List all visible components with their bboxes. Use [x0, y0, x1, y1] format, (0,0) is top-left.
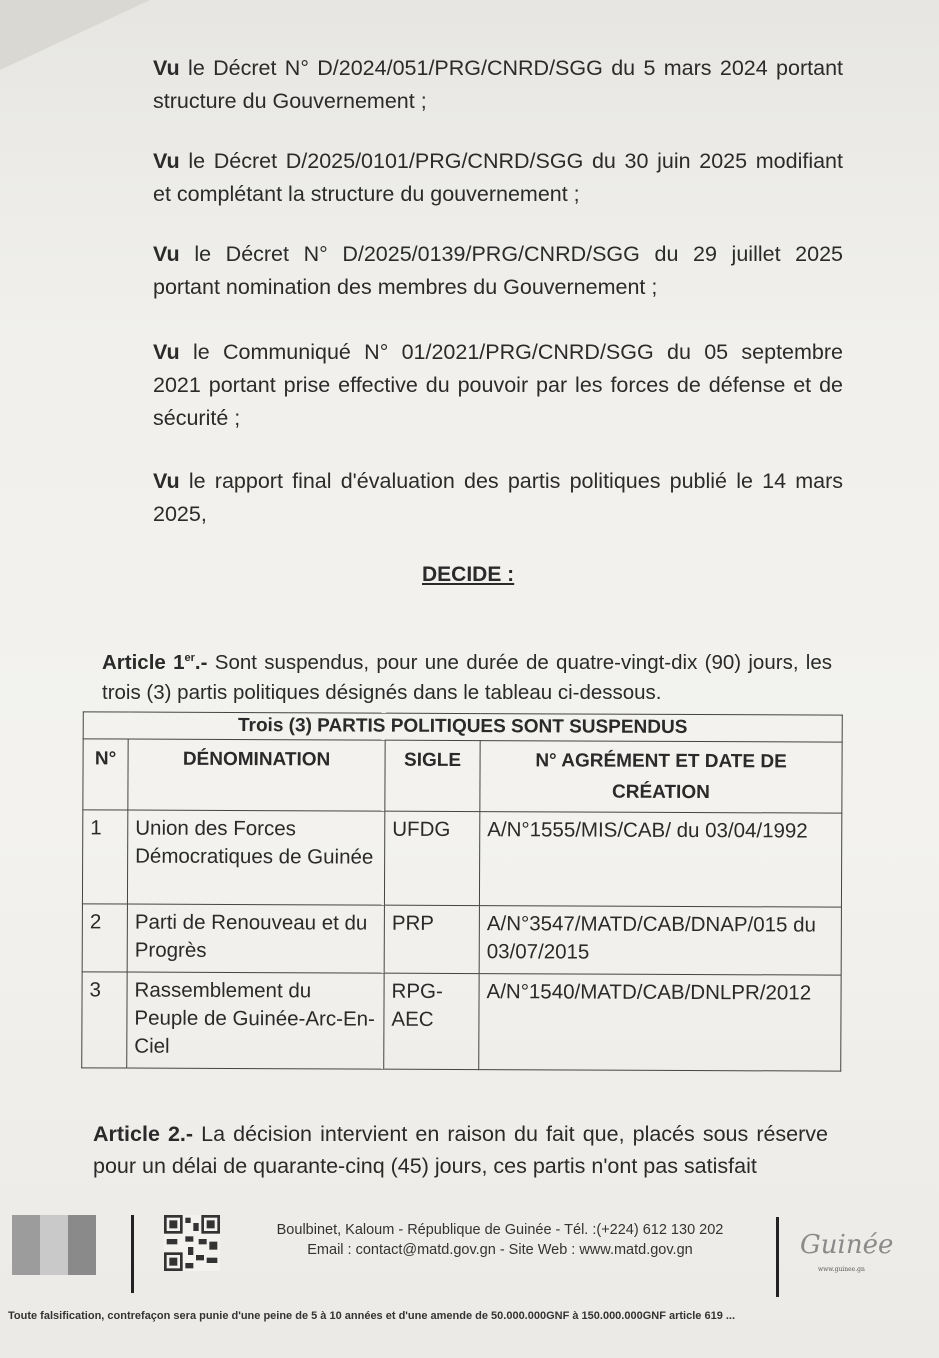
flag-stripe-yellow — [40, 1215, 68, 1275]
table-row — [82, 972, 841, 1071]
footer-divider — [776, 1217, 779, 1297]
table-row — [82, 810, 841, 907]
table-title: Trois (3) PARTIS POLITIQUES SONT SUSPENDUS — [83, 712, 842, 742]
cell-agrement: A/N°1540/MATD/CAB/DNLPR/2012 — [479, 974, 841, 1072]
article-1 — [102, 643, 832, 708]
flag-stripe-red — [12, 1215, 40, 1275]
article-1-text: Sont suspendus, pour une durée de quatre-vingt-dix (90) jours, les trois (3) partis politiques désignés dans le tableau ci-dessous. — [102, 650, 833, 704]
flag-image — [12, 1215, 96, 1275]
cell-sigle: RPG-AEC — [384, 973, 479, 1069]
considerant-lead: Vu — [153, 242, 180, 266]
cell-no: 2 — [82, 904, 127, 972]
article-1-label: Article 1er.- — [102, 650, 208, 674]
article-2-text: La décision intervient en raison du fait que, placés sous réserve pour un délai de quarante-cinq (45) jours, ces partis n'ont pas satisfait — [93, 1122, 829, 1178]
table-row — [82, 904, 841, 975]
header-denomination: DÉNOMINATION — [128, 739, 385, 811]
considerant-lead: Vu — [153, 469, 180, 493]
contact-line: Email : contact@matd.gov.gn - Site Web : www.matd.gov.gn — [307, 1242, 693, 1258]
page-fold — [0, 0, 150, 70]
address-line: Boulbinet, Kaloum - République de Guinée - Tél. :(+224) 612 130 202 — [276, 1222, 724, 1238]
footer — [0, 1195, 939, 1305]
considerant-text: le rapport final d'évaluation des partis politiques publié le 14 mars 2025, — [153, 469, 843, 526]
considerant-text: le Décret D/2025/0101/PRG/CNRD/SGG du 30 juin 2025 modifiant et complétant la structure du gouvernement ; — [153, 149, 843, 206]
falsification-warning: Toute falsification, contrefaçon sera punie d'une peine de 5 à 10 années et d'une amende de 50.000.000GNF à 150.000.000GNF article 619 ... — [8, 1310, 736, 1322]
cell-agrement: A/N°1555/MIS/CAB/ du 03/04/1992 — [479, 812, 841, 908]
considerant-lead: Vu — [153, 56, 180, 80]
considerant-lead: Vu — [153, 149, 180, 173]
article-2-label: Article 2.- — [93, 1122, 194, 1146]
considerant-lead: Vu — [153, 340, 180, 364]
considerant-text: le Décret N° D/2025/0139/PRG/CNRD/SGG du 29 juillet 2025 portant nomination des membres du Gouvernement ; — [153, 242, 843, 299]
cell-no: 1 — [82, 810, 127, 904]
cell-name: Union des Forces Démocratiques de Guinée — [127, 810, 384, 905]
qr-code-icon — [164, 1215, 220, 1271]
header-no: N° — [83, 739, 128, 810]
header-sigle: SIGLE — [385, 740, 480, 811]
cell-agrement: A/N°3547/MATD/CAB/DNAP/015 du 03/07/2015 — [479, 906, 841, 976]
cell-name: Parti de Renouveau et du Progrès — [127, 904, 384, 973]
decide-heading: DECIDE : — [422, 563, 515, 586]
cell-name: Rassemblement du Peuple de Guinée-Arc-En-Ciel — [127, 972, 384, 1069]
flag-stripe-green — [68, 1215, 96, 1275]
considerant-4 — [153, 336, 843, 435]
considerant-text: le Communiqué N° 01/2021/PRG/CNRD/SGG du 05 septembre 2021 portant prise effective du pouvoir par les forces de défense et de sécurité ; — [153, 340, 843, 430]
considerant-3 — [153, 238, 843, 304]
cell-sigle: PRP — [384, 905, 479, 973]
article-2 — [93, 1118, 828, 1182]
footer-divider — [131, 1215, 134, 1293]
header-agrement: N° AGRÉMENT ET DATE DE CRÉATION — [480, 741, 842, 814]
suspended-parties-table — [81, 711, 843, 1071]
guinee-logo: Guinée www.guinee.gn — [800, 1230, 894, 1273]
cell-no: 3 — [82, 972, 127, 1068]
considerant-1 — [153, 52, 843, 118]
considerant-2 — [153, 145, 843, 211]
cell-sigle: UFDG — [384, 811, 479, 905]
considerant-text: le Décret N° D/2024/051/PRG/CNRD/SGG du 5 mars 2024 portant structure du Gouvernement ; — [153, 56, 843, 113]
footer-address — [240, 1220, 760, 1260]
considerant-5 — [153, 465, 843, 531]
